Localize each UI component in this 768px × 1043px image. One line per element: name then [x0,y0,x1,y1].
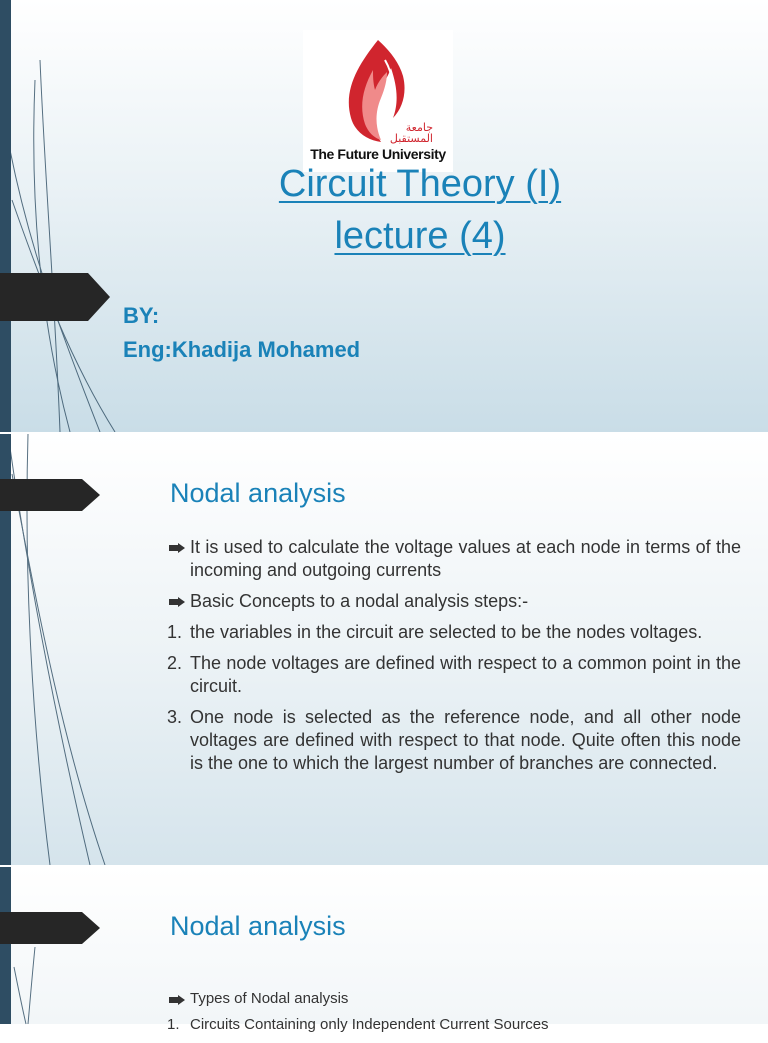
arrow-bullet-icon [169,995,185,1005]
step-text: The node voltages are defined with respect to a common point in the circuit. [190,653,741,696]
slide-tab-marker [0,912,100,960]
step-number: 3. [167,707,183,727]
bullet-item [167,989,741,1009]
step-text: One node is selected as the reference node, and all other node voltages are defined with respect to that node. Quite often this node is the one to which the largest number of branches are connected. [190,707,741,773]
title-slide [0,0,768,432]
step-text: Circuits Containing only Independent Current Sources [190,1016,549,1033]
numbered-item [167,706,741,775]
logo-arabic-text: جامعة المستقبل [389,121,433,145]
university-logo [303,30,453,172]
slide-body [167,989,741,1043]
step-text: the variables in the circuit are selected to be the nodes voltages. [190,622,703,642]
numbered-item [167,652,741,698]
slide-heading: Nodal analysis [170,478,346,508]
arrow-bullet-icon [169,543,185,553]
logo-text: The Future University [310,146,446,162]
slide-tab-marker [0,273,110,321]
bullet-item [167,536,741,582]
content-slide [0,434,768,865]
decorative-lines [0,0,140,432]
bullet-text: Types of Nodal analysis [190,990,349,1007]
content-slide-partial [0,867,768,1033]
arrow-bullet-icon [169,597,185,607]
bullet-item [167,590,741,613]
slide-body [167,536,741,783]
author-name: Eng:Khadija Mohamed [123,337,361,362]
slide-tab-marker [0,479,100,527]
step-number: 1. [167,1016,180,1033]
numbered-item [167,621,741,644]
slide-heading: Nodal analysis [170,911,346,941]
numbered-item [167,1015,741,1035]
slide-subtitle: lecture (4) [334,215,506,257]
by-label: BY: [123,303,160,328]
slide-title: Circuit Theory (I) [278,163,562,205]
bullet-text: Basic Concepts to a nodal analysis steps:- [190,591,529,611]
step-number: 1. [167,622,183,642]
bullet-text: It is used to calculate the voltage values at each node in terms of the incoming and outgoing currents [190,537,741,580]
left-accent-bar [0,0,11,432]
step-number: 2. [167,653,183,673]
